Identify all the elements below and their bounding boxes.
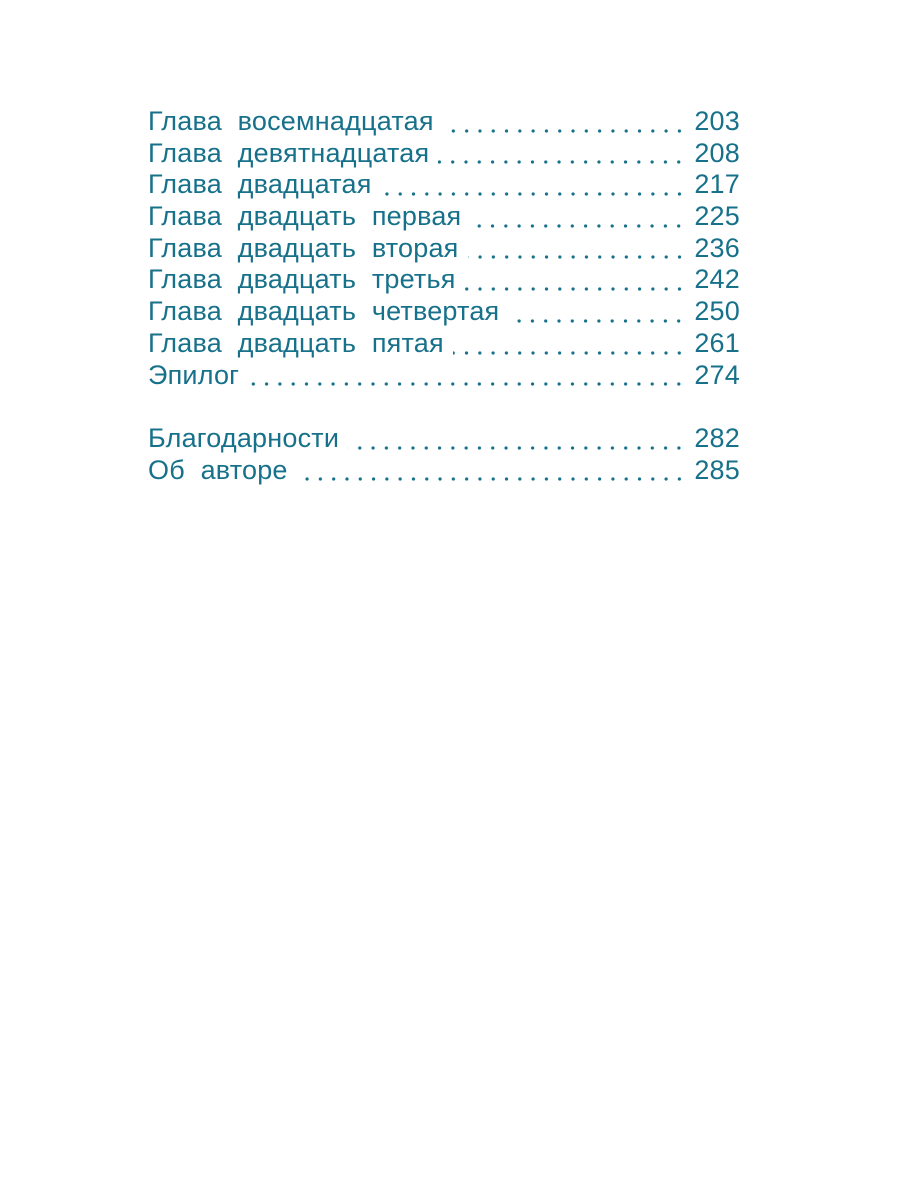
toc-entry [148, 455, 740, 487]
toc-entry-page: 217 [694, 169, 740, 200]
toc-entry [148, 423, 740, 455]
dot-leader-icon [453, 351, 691, 355]
toc-entry-title: Глава девятнадцатая [148, 137, 430, 168]
dot-leader-icon [468, 255, 691, 259]
toc-entry-page: 203 [694, 106, 740, 136]
toc-entry-title: Глава двадцать вторая [148, 232, 459, 263]
toc-entry-page: 282 [694, 422, 740, 453]
toc-entry-title: Эпилог [148, 359, 240, 390]
toc-entry-page: 261 [694, 327, 740, 358]
toc-entry-title: Глава двадцать четвертая [148, 296, 500, 327]
toc-entry-page: 236 [694, 232, 740, 263]
toc-entry-page: 250 [694, 296, 740, 327]
dot-leader-icon [438, 160, 690, 164]
toc-entry [148, 328, 740, 360]
dot-leader-icon [248, 382, 690, 386]
toc-section-chapters [148, 106, 740, 391]
toc-entry [148, 233, 740, 265]
toc-entry-page: 225 [694, 201, 740, 232]
toc-entry-title: Глава двадцать пятая [148, 327, 444, 358]
toc-entry [148, 360, 740, 392]
toc-section-back-matter [148, 423, 740, 486]
toc-entry-page: 285 [694, 454, 740, 485]
toc-entry [148, 264, 740, 296]
dot-leader-icon [443, 129, 691, 133]
section-gap [148, 391, 740, 423]
toc-entry [148, 169, 740, 201]
dot-leader-icon [381, 192, 691, 196]
toc-entry-page: 242 [694, 264, 740, 295]
dot-leader-icon [297, 477, 691, 481]
toc-entry-title: Об авторе [148, 454, 288, 485]
toc-entry-page: 208 [694, 137, 740, 168]
toc-entry-title: Глава восемнадцатая [148, 106, 434, 136]
toc-entry-title: Благодарности [148, 422, 340, 453]
dot-leader-icon [465, 287, 691, 291]
toc-entry-title: Глава двадцать третья [148, 264, 456, 295]
toc-entry [148, 138, 740, 170]
toc-entry-page: 274 [694, 359, 740, 390]
dot-leader-icon [470, 224, 690, 228]
dot-leader-icon [348, 446, 690, 450]
dot-leader-icon [508, 319, 690, 323]
toc-entry [148, 106, 740, 138]
toc-entry [148, 201, 740, 233]
toc-entry-title: Глава двадцать первая [148, 201, 462, 232]
toc-entry-title: Глава двадцатая [148, 169, 372, 200]
table-of-contents [148, 106, 740, 486]
toc-entry [148, 296, 740, 328]
